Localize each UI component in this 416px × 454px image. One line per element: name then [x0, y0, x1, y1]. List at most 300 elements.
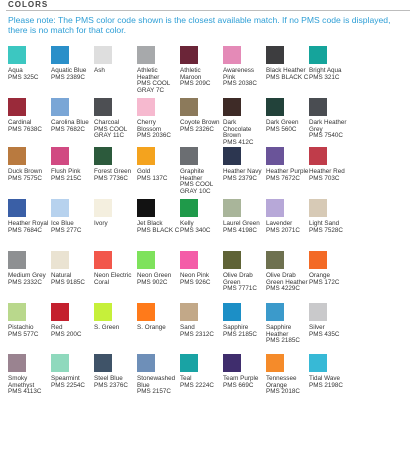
color-label-line: PMS 926C — [180, 278, 211, 286]
color-option — [266, 249, 309, 301]
color-option — [137, 197, 180, 249]
color-label-line: Black Heather — [266, 67, 306, 74]
color-label-line: Teal — [180, 375, 192, 382]
color-label-line: PMS 2036C — [137, 132, 171, 140]
color-label — [51, 325, 94, 338]
color-label-line: Medium Grey — [8, 272, 46, 279]
color-swatch — [137, 98, 155, 116]
color-label — [309, 273, 352, 286]
color-label-line: PMS 7736C — [94, 174, 128, 182]
color-swatch — [309, 199, 327, 217]
color-label-line: Smoky — [8, 375, 28, 382]
color-option — [180, 44, 223, 96]
color-swatch — [223, 354, 241, 372]
color-label-line: PMS 340C — [180, 226, 211, 234]
color-label — [180, 68, 223, 88]
color-label-line: PMS 209C — [180, 80, 211, 88]
color-label-line: PMS 2157C — [137, 388, 171, 396]
color-option — [352, 44, 395, 96]
color-label — [223, 120, 266, 146]
color-label-line: Olive Drab — [266, 272, 296, 279]
color-label-line: Sapphire — [223, 324, 249, 331]
color-label-line: Orange — [309, 272, 331, 279]
color-option — [266, 301, 309, 352]
color-label-line: Spearmint — [51, 375, 80, 382]
color-option — [266, 44, 309, 96]
color-label-line: PMS 2376C — [94, 381, 128, 389]
color-label-line: Maroon — [180, 73, 202, 81]
color-option — [51, 145, 94, 197]
color-label-line: PMS 7528C — [309, 226, 343, 234]
color-label-line: PMS 4113C — [8, 388, 42, 396]
color-label — [94, 273, 137, 286]
color-label-line: Neon Green — [137, 272, 172, 279]
color-label-line: Heather Royal — [8, 220, 49, 227]
color-label — [137, 120, 180, 140]
color-label-line: PMS 902C — [137, 278, 168, 286]
color-label — [309, 120, 352, 140]
color-label-line: S. Orange — [137, 324, 166, 331]
color-label-line: PMS 7682C — [51, 125, 85, 133]
color-label-line: PMS 703C — [309, 174, 340, 182]
color-swatch — [309, 147, 327, 165]
color-swatch — [309, 46, 327, 64]
color-label-line: Laurel Green — [223, 220, 260, 227]
color-swatch — [8, 354, 26, 372]
color-label-line: Steel Blue — [94, 375, 123, 382]
color-label-line: GRAY 11C — [94, 132, 125, 140]
color-label-line: PMS COOL — [180, 181, 214, 189]
color-label-line: Amethyst — [8, 381, 35, 389]
color-label-line: Coral — [94, 278, 110, 286]
color-label-line: Green — [223, 278, 241, 286]
color-label — [8, 68, 51, 81]
color-label-line: PMS COOL — [137, 80, 171, 88]
color-option — [309, 249, 352, 301]
color-swatch — [94, 46, 112, 64]
color-option — [266, 197, 309, 249]
color-label-line: PMS 2224C — [180, 381, 214, 389]
color-label — [51, 221, 94, 234]
color-label-line: Heather — [137, 73, 160, 81]
color-label-line: Heather — [266, 330, 289, 338]
color-label-line: PMS 2379C — [223, 174, 257, 182]
color-swatch — [94, 303, 112, 321]
color-option — [137, 96, 180, 145]
color-label — [94, 325, 137, 332]
color-label-line: Sand — [180, 324, 195, 331]
color-label-line: PMS 215C — [51, 174, 82, 182]
color-label-line: Pink — [223, 73, 236, 81]
color-label — [8, 376, 51, 396]
color-label — [180, 120, 223, 133]
color-label — [266, 325, 309, 345]
color-option — [223, 197, 266, 249]
color-label — [266, 221, 309, 234]
color-label-line: Ash — [94, 67, 105, 74]
color-option — [94, 352, 137, 404]
color-option — [309, 44, 352, 96]
color-label-line: Aquatic Blue — [51, 67, 87, 74]
color-option — [352, 197, 395, 249]
color-label — [180, 221, 223, 234]
color-swatch — [8, 98, 26, 116]
color-option — [8, 249, 51, 301]
color-swatch — [180, 147, 198, 165]
color-swatch — [223, 199, 241, 217]
color-swatch — [137, 147, 155, 165]
color-label-line: Dark — [223, 119, 237, 126]
color-option — [352, 96, 395, 145]
color-swatch — [223, 147, 241, 165]
color-label-line: Stonewashed — [137, 375, 176, 382]
color-label-line: Brown — [223, 132, 241, 140]
color-swatch — [137, 303, 155, 321]
color-option — [266, 145, 309, 197]
color-label-line: Aqua — [8, 67, 23, 74]
color-label — [223, 68, 266, 88]
color-label-line: PMS 2018C — [266, 388, 300, 396]
color-option — [51, 301, 94, 352]
color-label-line: Flush Pink — [51, 168, 81, 175]
color-swatch — [94, 147, 112, 165]
color-label-line: PMS BLACK C — [266, 73, 309, 81]
color-option — [223, 44, 266, 96]
color-label-line: Heather Purple — [266, 168, 309, 175]
color-option — [180, 96, 223, 145]
color-label — [266, 169, 309, 182]
color-option — [352, 249, 395, 301]
color-label — [137, 325, 180, 332]
color-label-line: PMS 2389C — [51, 73, 85, 81]
color-label-line: Cardinal — [8, 119, 32, 126]
color-option — [94, 249, 137, 301]
color-option — [94, 197, 137, 249]
color-label-line: Neon Pink — [180, 272, 210, 279]
color-option — [223, 249, 266, 301]
color-label-line: PMS 137C — [137, 174, 168, 182]
color-swatch — [266, 303, 284, 321]
color-swatch — [51, 147, 69, 165]
color-label-line: PMS 9185C — [51, 278, 85, 286]
color-label-line: GRAY 7C — [137, 86, 165, 94]
color-label-line: PMS 560C — [266, 125, 297, 133]
color-label — [309, 325, 352, 338]
color-label-line: PMS 7575C — [8, 174, 42, 182]
color-label-line: Gold — [137, 168, 151, 175]
color-swatch — [8, 46, 26, 64]
color-label — [309, 68, 352, 81]
color-option — [180, 352, 223, 404]
color-label — [223, 376, 266, 389]
color-label-line: PMS 2312C — [180, 330, 214, 338]
color-label-line: Grey — [309, 125, 323, 133]
color-swatch — [137, 199, 155, 217]
color-label — [51, 68, 94, 81]
color-swatch — [137, 354, 155, 372]
color-option — [51, 249, 94, 301]
color-label-line: Sapphire — [266, 324, 292, 331]
color-label — [94, 221, 137, 228]
color-swatch — [51, 303, 69, 321]
color-label-line: Heather — [180, 174, 203, 182]
color-label-line: Awareness — [223, 67, 255, 74]
color-label-line: Tidal Wave — [309, 375, 341, 382]
color-swatch — [51, 199, 69, 217]
color-label-line: Blue — [137, 381, 150, 389]
color-option — [309, 96, 352, 145]
color-swatch — [266, 354, 284, 372]
color-label — [51, 169, 94, 182]
color-label-line: Coyote Brown — [180, 119, 220, 126]
color-label — [51, 120, 94, 133]
color-label — [94, 68, 137, 75]
color-swatch — [309, 251, 327, 269]
color-label-line: PMS 325C — [8, 73, 39, 81]
color-swatch — [180, 199, 198, 217]
color-label-line: PMS 4198C — [223, 226, 257, 234]
color-label — [223, 221, 266, 234]
color-label-line: PMS 7638C — [8, 125, 42, 133]
color-label-line: PMS 7672C — [266, 174, 300, 182]
color-label-line: Red — [51, 324, 63, 331]
color-label-line: PMS 4229C — [266, 285, 300, 293]
color-label-line: Neon Electric — [94, 272, 132, 279]
color-label — [8, 325, 51, 338]
color-label-line: Green Heather — [266, 278, 308, 286]
color-swatch — [51, 251, 69, 269]
color-swatch — [94, 354, 112, 372]
color-label — [51, 376, 94, 389]
color-swatch — [94, 98, 112, 116]
color-label-line: Dark Green — [266, 119, 299, 126]
color-label-line: Natural — [51, 272, 72, 279]
color-swatch — [309, 354, 327, 372]
color-label-line: Cherry — [137, 119, 156, 126]
color-grid — [8, 44, 414, 454]
color-swatch — [180, 354, 198, 372]
color-label — [94, 120, 137, 140]
color-label-line: Charcoal — [94, 119, 120, 126]
color-label — [223, 325, 266, 338]
color-label-line: Athletic — [137, 67, 158, 74]
color-swatch — [180, 46, 198, 64]
color-swatch — [8, 199, 26, 217]
color-label-line: Silver — [309, 324, 325, 331]
color-label-line: PMS 277C — [51, 226, 82, 234]
color-label — [180, 273, 223, 286]
color-option — [223, 145, 266, 197]
color-label-line: PMS 2185C — [266, 337, 300, 345]
color-label-line: Tennessee — [266, 375, 297, 382]
color-swatch — [266, 199, 284, 217]
color-label-line: PMS 2332C — [8, 278, 42, 286]
color-option — [8, 197, 51, 249]
color-label — [51, 273, 94, 286]
color-label-line: Olive Drab — [223, 272, 253, 279]
color-label-line: Ice Blue — [51, 220, 74, 227]
color-swatch — [309, 98, 327, 116]
color-label-line: PMS 2185C — [223, 330, 257, 338]
color-option — [309, 145, 352, 197]
color-label-line: PMS 172C — [309, 278, 340, 286]
color-label-line: PMS 2254C — [51, 381, 85, 389]
color-option — [8, 44, 51, 96]
color-label-line: PMS 7684C — [8, 226, 42, 234]
color-label-line: Athletic — [180, 67, 201, 74]
color-label — [137, 273, 180, 286]
color-option — [137, 44, 180, 96]
color-label-line: Chocolate — [223, 125, 252, 133]
color-swatch — [266, 98, 284, 116]
color-label-line: Graphite — [180, 168, 205, 175]
color-label — [309, 221, 352, 234]
color-swatch — [180, 251, 198, 269]
color-option — [309, 197, 352, 249]
color-label-line: PMS 200C — [51, 330, 82, 338]
color-label — [8, 169, 51, 182]
color-swatch — [51, 98, 69, 116]
color-label-line: Ivory — [94, 220, 108, 227]
color-label-line: Pistachio — [8, 324, 34, 331]
color-option — [223, 96, 266, 145]
color-option — [51, 96, 94, 145]
color-swatch — [223, 303, 241, 321]
color-option — [266, 352, 309, 404]
color-swatch — [94, 251, 112, 269]
color-swatch — [137, 46, 155, 64]
color-label-line: PMS 435C — [309, 330, 340, 338]
color-label-line: PMS 321C — [309, 73, 340, 81]
color-label-line: Kelly — [180, 220, 194, 227]
color-label-line: PMS 412C — [223, 138, 254, 146]
color-label-line: PMS 2071C — [266, 226, 300, 234]
color-label-line: PMS 2326C — [180, 125, 214, 133]
color-option — [137, 301, 180, 352]
color-option — [8, 352, 51, 404]
color-option — [180, 145, 223, 197]
color-option — [94, 145, 137, 197]
color-label-line: Light Sand — [309, 220, 340, 227]
color-swatch — [8, 147, 26, 165]
color-swatch — [266, 147, 284, 165]
color-label — [94, 376, 137, 389]
color-label — [223, 169, 266, 182]
color-label-line: Carolina Blue — [51, 119, 89, 126]
color-label-line: PMS COOL — [94, 125, 128, 133]
color-label-line: PMS 2038C — [223, 80, 257, 88]
color-label-line: PMS BLACK C — [137, 226, 180, 234]
color-label-line: Lavender — [266, 220, 293, 227]
color-label-line: Jet Black — [137, 220, 163, 227]
color-label-line: Blossom — [137, 125, 162, 133]
color-option — [51, 44, 94, 96]
color-swatch — [8, 303, 26, 321]
color-label-line: Forest Green — [94, 168, 132, 175]
color-label — [180, 325, 223, 338]
color-option — [266, 96, 309, 145]
color-option — [352, 352, 395, 404]
color-label-line: Orange — [266, 381, 288, 389]
color-option — [137, 249, 180, 301]
color-swatch — [309, 303, 327, 321]
color-label-line: PMS 669C — [223, 381, 254, 389]
pms-note: Please note: The PMS color code shown is the closest available match. If no PMS code is displayed, there is no match for that color. — [8, 15, 391, 36]
section-title: COLORS — [8, 0, 49, 9]
color-label — [8, 120, 51, 133]
color-label-line: Duck Brown — [8, 168, 42, 175]
color-label — [94, 169, 137, 182]
color-option — [8, 96, 51, 145]
color-label — [8, 273, 51, 286]
color-option — [51, 197, 94, 249]
color-swatch — [266, 251, 284, 269]
color-label — [309, 376, 352, 389]
color-option — [309, 301, 352, 352]
color-swatch — [8, 251, 26, 269]
color-option — [8, 145, 51, 197]
color-label-line: Bright Aqua — [309, 67, 342, 74]
color-swatch — [180, 303, 198, 321]
color-option — [309, 352, 352, 404]
color-label-line: S. Green — [94, 324, 120, 331]
color-swatch — [94, 199, 112, 217]
color-option — [180, 249, 223, 301]
color-label — [137, 376, 180, 396]
color-label — [8, 221, 51, 234]
color-option — [223, 301, 266, 352]
color-label-line: PMS 577C — [8, 330, 39, 338]
color-label-line: Heather Navy — [223, 168, 262, 175]
color-label — [137, 221, 180, 234]
color-option — [180, 301, 223, 352]
color-option — [352, 145, 395, 197]
color-label-line: Heather Red — [309, 168, 345, 175]
color-label-line: PMS 7771C — [223, 285, 257, 293]
color-option — [94, 301, 137, 352]
color-label — [180, 376, 223, 389]
color-label — [266, 273, 309, 293]
color-label — [266, 120, 309, 133]
color-option — [137, 352, 180, 404]
color-label — [266, 376, 309, 396]
color-label-line: PMS 7540C — [309, 132, 343, 140]
color-option — [94, 96, 137, 145]
color-option — [51, 352, 94, 404]
color-swatch — [223, 46, 241, 64]
color-swatch — [51, 354, 69, 372]
color-option — [180, 197, 223, 249]
color-label — [137, 169, 180, 182]
color-label — [137, 68, 180, 94]
color-swatch — [51, 46, 69, 64]
color-label-line: Team Purple — [223, 375, 259, 382]
color-swatch — [137, 251, 155, 269]
color-label — [309, 169, 352, 182]
color-option — [223, 352, 266, 404]
color-label — [266, 68, 309, 81]
color-swatch — [180, 98, 198, 116]
color-label-line: PMS 2198C — [309, 381, 343, 389]
color-option — [8, 301, 51, 352]
color-option — [352, 301, 395, 352]
color-label — [180, 169, 223, 195]
color-option — [137, 145, 180, 197]
color-label — [223, 273, 266, 293]
color-label-line: Dark Heather — [309, 119, 347, 126]
color-swatch — [223, 98, 241, 116]
color-label-line: GRAY 10C — [180, 187, 211, 195]
